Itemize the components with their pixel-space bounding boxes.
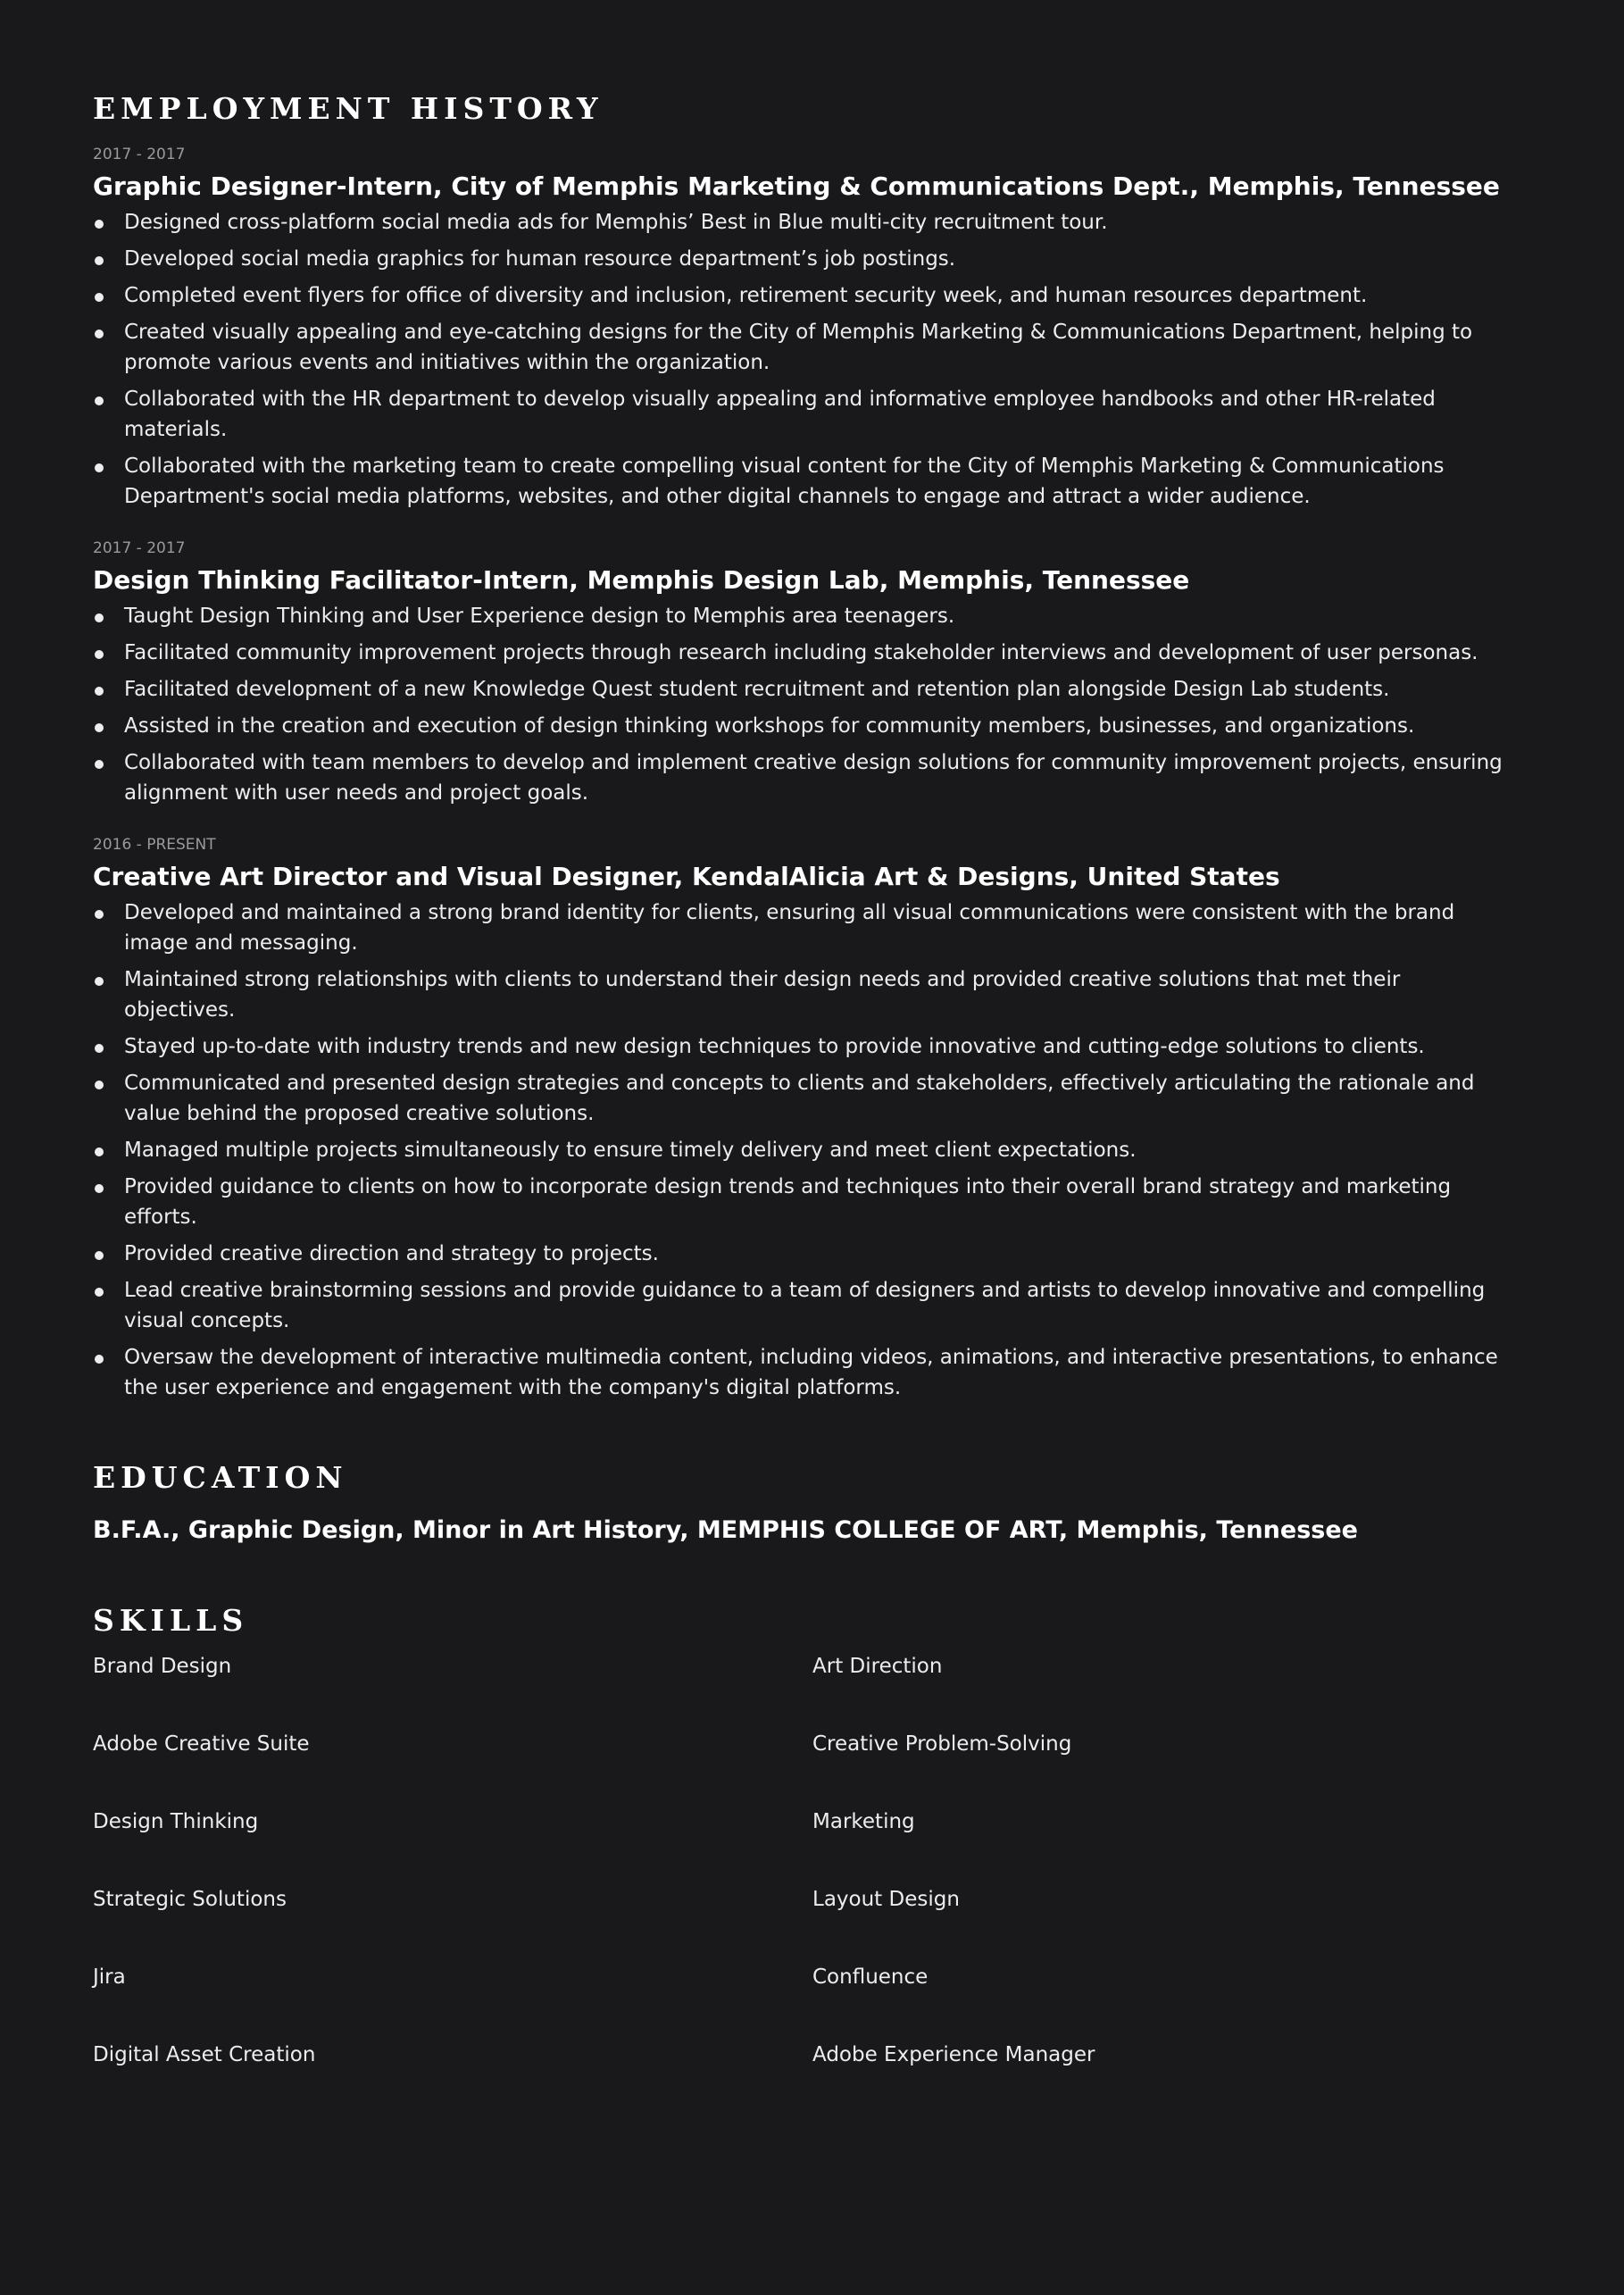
job-bullet: Provided creative direction and strategy to projects.	[93, 1239, 1512, 1269]
job-bullet: Communicated and presented design strategies and concepts to clients and stakeholders, effectively articulating the rationale and value behind the proposed creative solutions.	[93, 1068, 1512, 1129]
skill-item: Art Direction	[812, 1655, 943, 1678]
employment-history-heading: EMPLOYMENT HISTORY	[93, 91, 604, 126]
skill-item: Adobe Experience Manager	[812, 2043, 1095, 2066]
skills-heading: SKILLS	[93, 1603, 249, 1638]
job-title: Graphic Designer-Intern, City of Memphis Marketing & Communications Dept., Memphis, Tennessee	[93, 171, 1500, 201]
job-bullet: Lead creative brainstorming sessions and provide guidance to a team of designers and artists to develop innovative and compelling visual concepts.	[93, 1275, 1512, 1336]
skill-item: Creative Problem-Solving	[812, 1732, 1072, 1756]
skill-item: Marketing	[812, 1810, 915, 1833]
education-heading: EDUCATION	[93, 1460, 348, 1495]
education-entry: B.F.A., Graphic Design, Minor in Art History, MEMPHIS COLLEGE OF ART, Memphis, Tennessee	[93, 1516, 1358, 1544]
job-bullet-list	[93, 601, 1512, 808]
skill-item: Adobe Creative Suite	[93, 1732, 310, 1756]
skill-item: Design Thinking	[93, 1810, 259, 1833]
skill-item: Confluence	[812, 1965, 929, 1989]
job-title: Creative Art Director and Visual Designer, KendalAlicia Art & Designs, United States	[93, 862, 1280, 891]
job-bullet: Stayed up-to-date with industry trends and new design techniques to provide innovative and cutting-edge solutions to clients.	[93, 1031, 1512, 1062]
job-bullet: Completed event flyers for office of diversity and inclusion, retirement security week, and human resources department.	[93, 280, 1512, 311]
job-bullet: Collaborated with the HR department to develop visually appealing and informative employee handbooks and other HR-related materials.	[93, 384, 1512, 445]
job-bullet: Managed multiple projects simultaneously to ensure timely delivery and meet client expectations.	[93, 1135, 1512, 1165]
job-date: 2017 - 2017	[93, 539, 186, 557]
skills-section	[93, 1598, 1512, 2117]
job-bullet: Facilitated community improvement projects through research including stakeholder interviews and development of user personas.	[93, 638, 1512, 668]
job-bullet: Facilitated development of a new Knowledge Quest student recruitment and retention plan alongside Design Lab students.	[93, 674, 1512, 705]
job-bullet: Developed social media graphics for human resource department’s job postings.	[93, 244, 1512, 274]
job-bullet-list	[93, 207, 1512, 512]
skill-item: Brand Design	[93, 1655, 232, 1678]
job-bullet: Taught Design Thinking and User Experience design to Memphis area teenagers.	[93, 601, 1512, 631]
job-entry	[93, 538, 1512, 808]
job-date: 2016 - PRESENT	[93, 836, 216, 854]
job-bullet: Created visually appealing and eye-catching designs for the City of Memphis Marketing & Communications Department, helping to promote various events and initiatives within the organization.	[93, 317, 1512, 378]
job-title: Design Thinking Facilitator-Intern, Memphis Design Lab, Memphis, Tennessee	[93, 565, 1190, 595]
job-bullet: Oversaw the development of interactive multimedia content, including videos, animations, and interactive presentations, to enhance the user experience and engagement with the company's digital platforms.	[93, 1342, 1512, 1403]
job-bullet: Collaborated with team members to develop and implement creative design solutions for community improvement projects, ensuring alignment with user needs and project goals.	[93, 747, 1512, 808]
job-date: 2017 - 2017	[93, 146, 186, 163]
job-bullet: Assisted in the creation and execution of design thinking workshops for community members, businesses, and organizations.	[93, 711, 1512, 741]
job-bullet: Collaborated with the marketing team to create compelling visual content for the City of Memphis Marketing & Communications Department's social media platforms, websites, and other digital channels to engage and attract a wider audience.	[93, 451, 1512, 512]
skill-item: Layout Design	[812, 1888, 960, 1911]
skill-item: Digital Asset Creation	[93, 2043, 316, 2066]
job-bullet: Designed cross-platform social media ads for Memphis’ Best in Blue multi-city recruitment tour.	[93, 207, 1512, 238]
skill-item: Strategic Solutions	[93, 1888, 287, 1911]
skill-item: Jira	[93, 1965, 126, 1989]
job-entry	[93, 835, 1512, 1403]
job-bullet: Provided guidance to clients on how to incorporate design trends and techniques into their overall brand strategy and marketing efforts.	[93, 1172, 1512, 1232]
education-section	[93, 1455, 1512, 1549]
job-bullet: Developed and maintained a strong brand identity for clients, ensuring all visual communications were consistent with the brand image and messaging.	[93, 897, 1512, 958]
employment-history-section	[93, 86, 1512, 1403]
skills-grid	[93, 1651, 1512, 2117]
resume-page	[93, 86, 1512, 2117]
job-bullet-list	[93, 897, 1512, 1403]
job-bullet: Maintained strong relationships with clients to understand their design needs and provided creative solutions that met their objectives.	[93, 964, 1512, 1025]
job-entry	[93, 145, 1512, 512]
